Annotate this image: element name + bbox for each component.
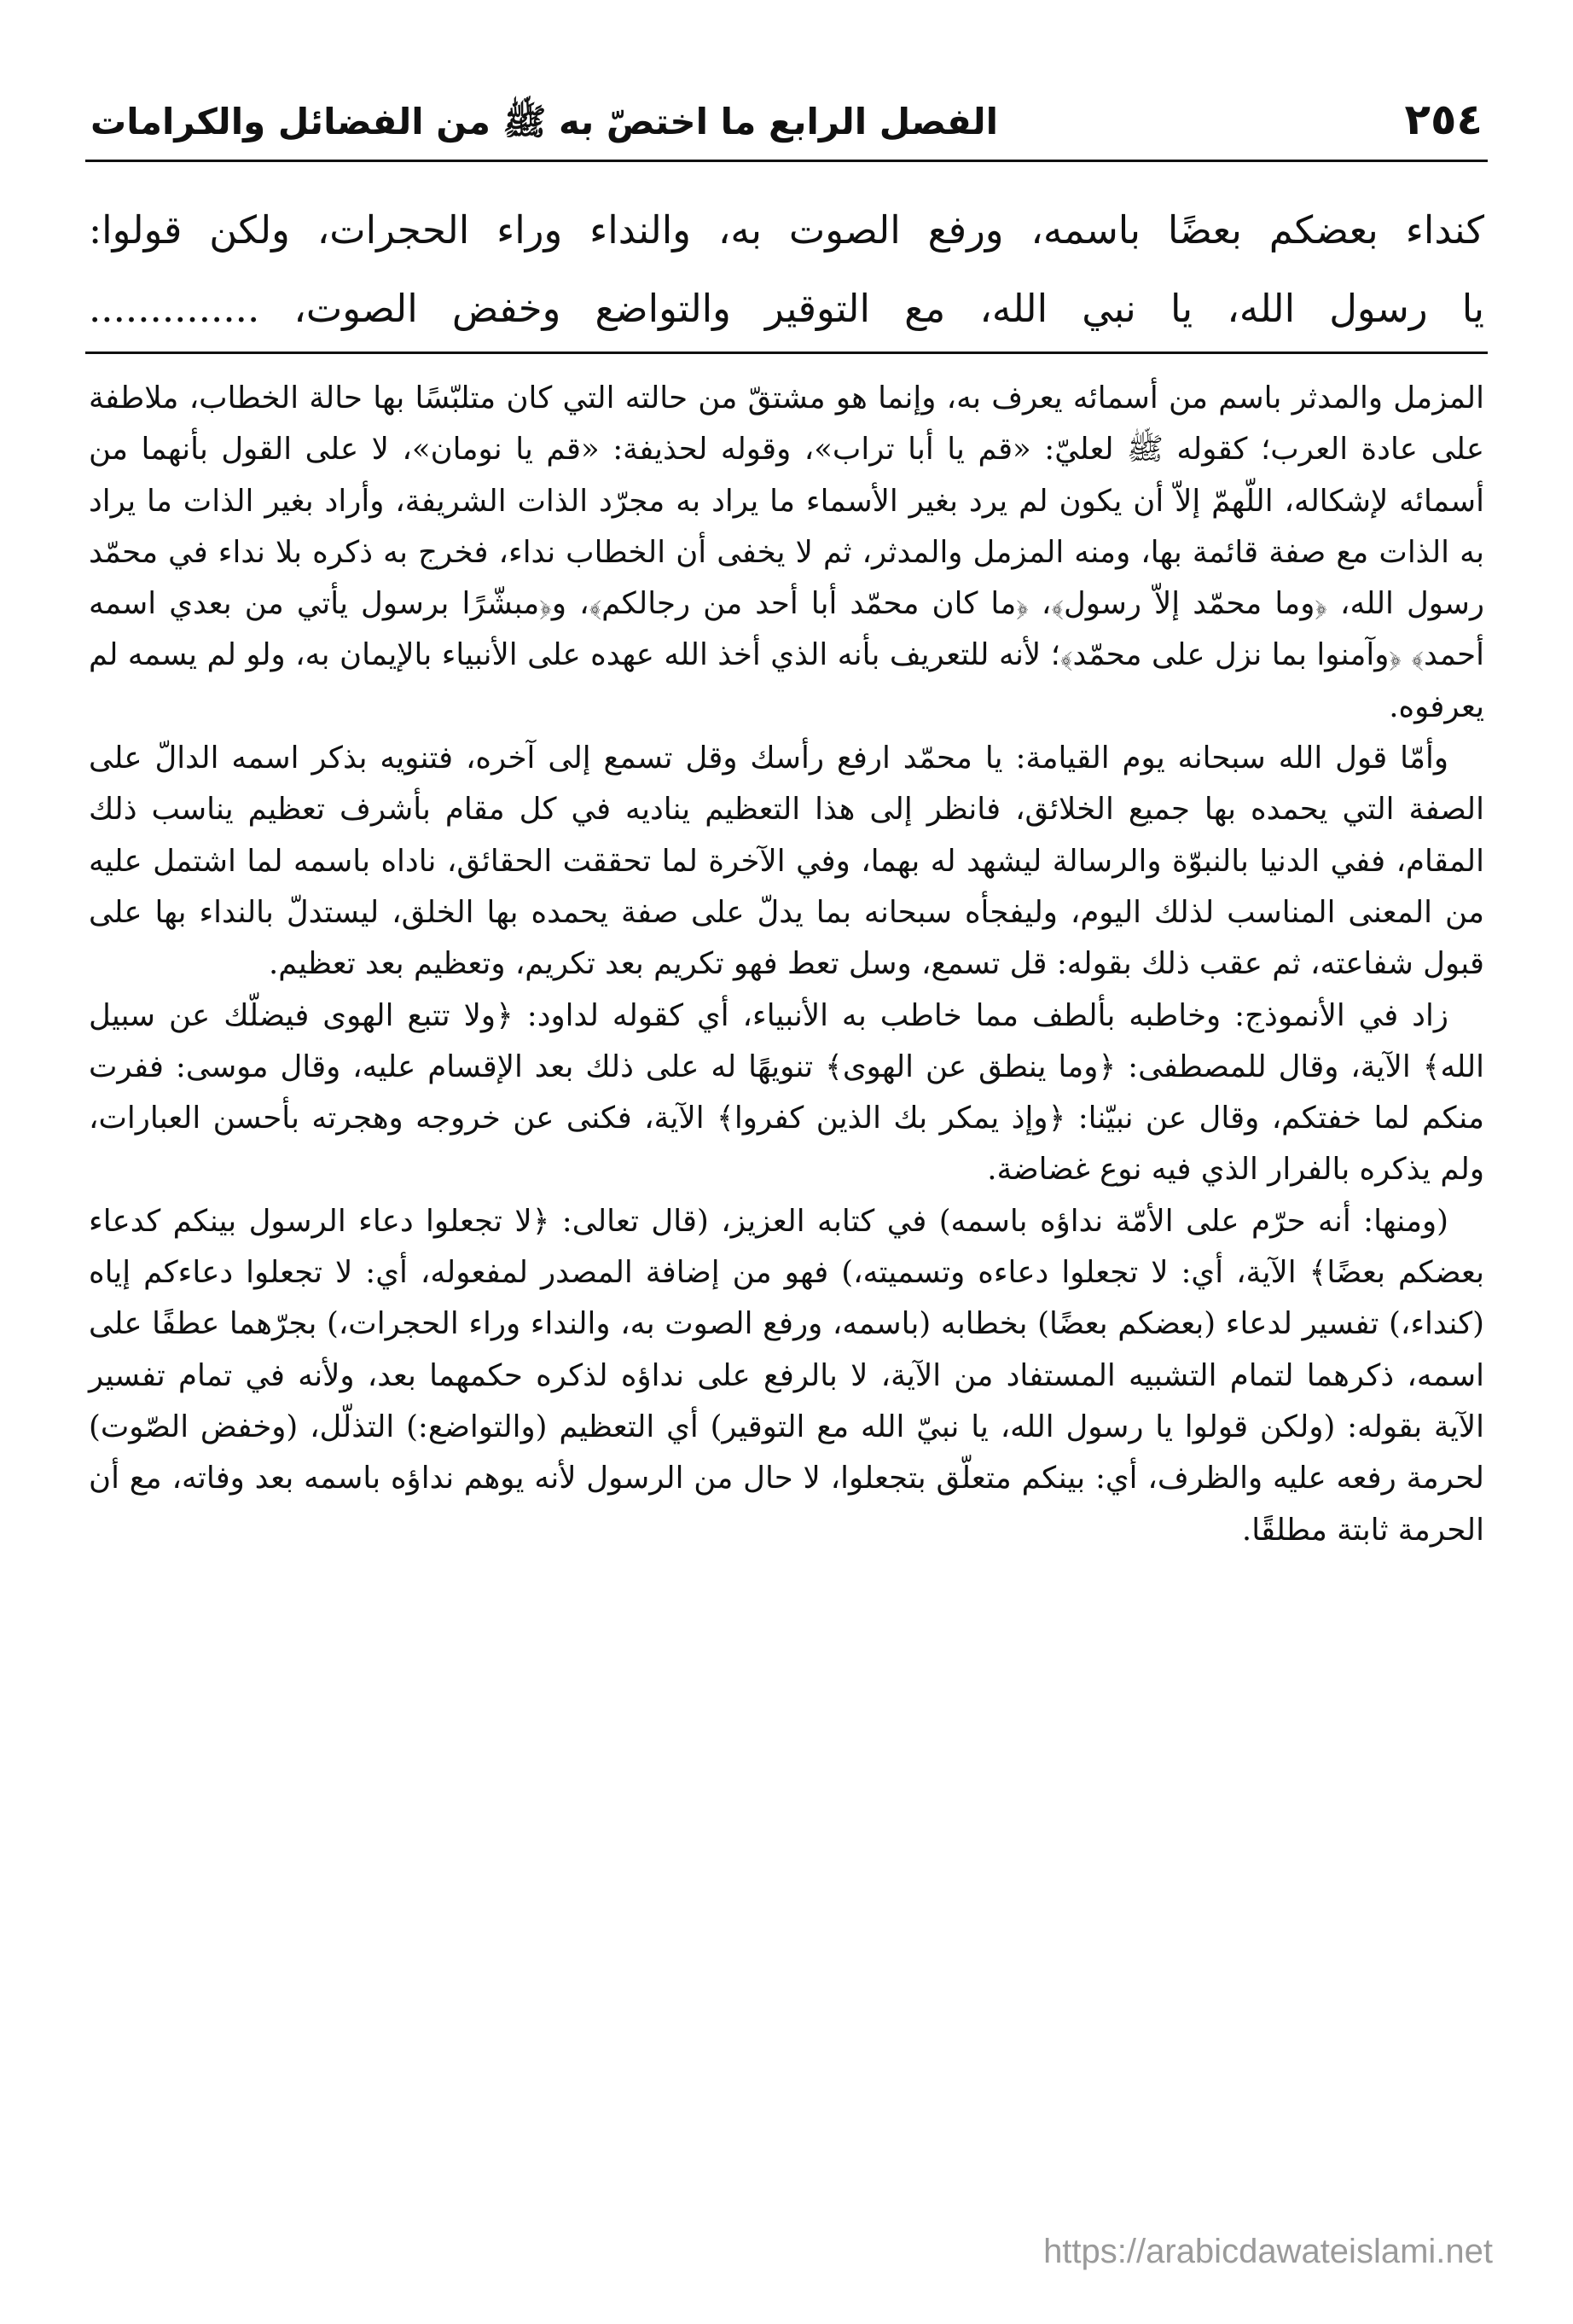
commentary-paragraph: (ومنها: أنه حرّم على الأمّة نداؤه باسمه) في كتابه العزيز، (قال تعالى: ﴿لا تجعلوا دعاء الرسول بينكم كدعاء بعضكم بعضًا﴾ الآية، أي: لا تجعلوا دعاءه وتسميته،) فهو من إضافة المصدر لمفعوله، أي: لا تجعلوا دعاءكم إياه (كنداء،) تفسير لدعاء (بعضكم بعضًا) بخطابه (باسمه، ورفع الصوت به، والنداء وراء الحجرات،) بجرّهما عطفًا على اسمه، ذكرهما لتمام التشبيه المستفاد من الآية، لا بالرفع على نداؤه لذكره حكمهما بعد، ولأنه في تمام تفسير الآية بقوله: (ولكن قولوا يا رسول الله، يا نبيّ الله مع التوقير) أي التعظيم (والتواضع:) التذلّل، (وخفض الصّوت) لحرمة رفعه عليه والظرف، أي: بينكم متعلّق بتجعلوا، لا حال من الرسول لأنه يوهم نداؤه باسمه بعد وفاته، مع أن الحرمة ثابتة مطلقًا. — [89, 1203, 1485, 1548]
page-number: ٢٥٤ — [1404, 95, 1483, 144]
commentary-paragraph: وأمّا قول الله سبحانه يوم القيامة: يا محمّد ارفع رأسك وقل تسمع إلى آخره، فتنويه بذكر اسمه الدالّ على الصفة التي يحمده بها جميع الخلائق، فانظر إلى هذا التعظيم يناديه في كل مقام بأشرف تعظيم يناسب ذلك المقام، ففي الدنيا بالنبوّة والرسالة ليشهد له بهما، وفي الآخرة لما تحققت الحقائق، ناداه باسمه لما اشتمل عليه من المعنى المناسب لذلك اليوم، وليفجأه سبحانه بما يدلّ على صفة يحمده بها الخلق، ليستدلّ بالنداء بها على قبول شفاعته، ثم عقب ذلك بقوله: قل تسمع، وسل تعط فهو تكريم بعد تكريم، وتعظيم بعد تعظيم. — [89, 741, 1484, 982]
chapter-title: الفصل الرابع ما اختصّ به ﷺ من الفضائل والكرامات — [90, 101, 999, 142]
main-text-rule — [85, 352, 1488, 354]
commentary-paragraph: المزمل والمدثر باسم من أسمائه يعرف به، وإنما هو مشتقّ من حالته التي كان متلبّسًا بها حالة الخطاب، ملاطفة على عادة العرب؛ كقوله ﷺ لعليّ: «قم يا أبا تراب»، وقوله لحذيفة: «قم يا نومان»، لا على القول بأنهما من أسمائه لإشكاله، اللّهمّ إلاّ أن يكون لم يرد بغير الأسماء ما يراد به مجرّد الذات الشريفة، وأراد بغير الذات ما يراد به الذات مع صفة قائمة بها، ومنه المزمل والمدثر، ثم لا يخفى أن الخطاب نداء، فخرج به ذكره بلا نداء في محمّد رسول الله، ﴿وما محمّد إلاّ رسول﴾، ﴿ما كان محمّد أبا أحد من رجالكم﴾، و﴿مبشّرًا برسول يأتي من بعدي اسمه أحمد﴾ ﴿وآمنوا بما نزل على محمّد﴾؛ لأنه للتعريف بأنه الذي أخذ الله عهده على الأنبياء بالإيمان به، ولو لم يسمه لم يعرفوه. — [89, 381, 1484, 724]
main-text-line: كنداء بعضكم بعضًا باسمه، ورفع الصوت به، والنداء وراء الحجرات، ولكن قولوا: — [89, 207, 1484, 253]
book-page — [85, 94, 1488, 1556]
main-text — [85, 191, 1488, 348]
running-head — [85, 94, 1488, 158]
main-text-line: يا رسول الله، يا نبي الله، مع التوقير والتواضع وخفض الصوت، .............. — [89, 286, 1484, 331]
commentary — [85, 373, 1488, 1556]
watermark-url: https://arabicdawateislami.net — [1043, 2233, 1493, 2270]
commentary-paragraph: زاد في الأنموذج: وخاطبه بألطف مما خاطب به الأنبياء، أي كقوله لداود: ﴿ولا تتبع الهوى فيضلّك عن سبيل الله﴾ الآية، وقال للمصطفى: ﴿وما ينطق عن الهوى﴾ تنويهًا له على ذلك بعد الإقسام عليه، وقال موسى: ففرت منكم لما خفتكم، وقال عن نبيّنا: ﴿وإذ يمكر بك الذين كفروا﴾ الآية، فكنى عن خروجه وهجرته بأحسن العبارات، ولم يذكره بالفرار الذي فيه نوع غضاضة. — [89, 997, 1484, 1188]
header-rule — [85, 160, 1488, 162]
